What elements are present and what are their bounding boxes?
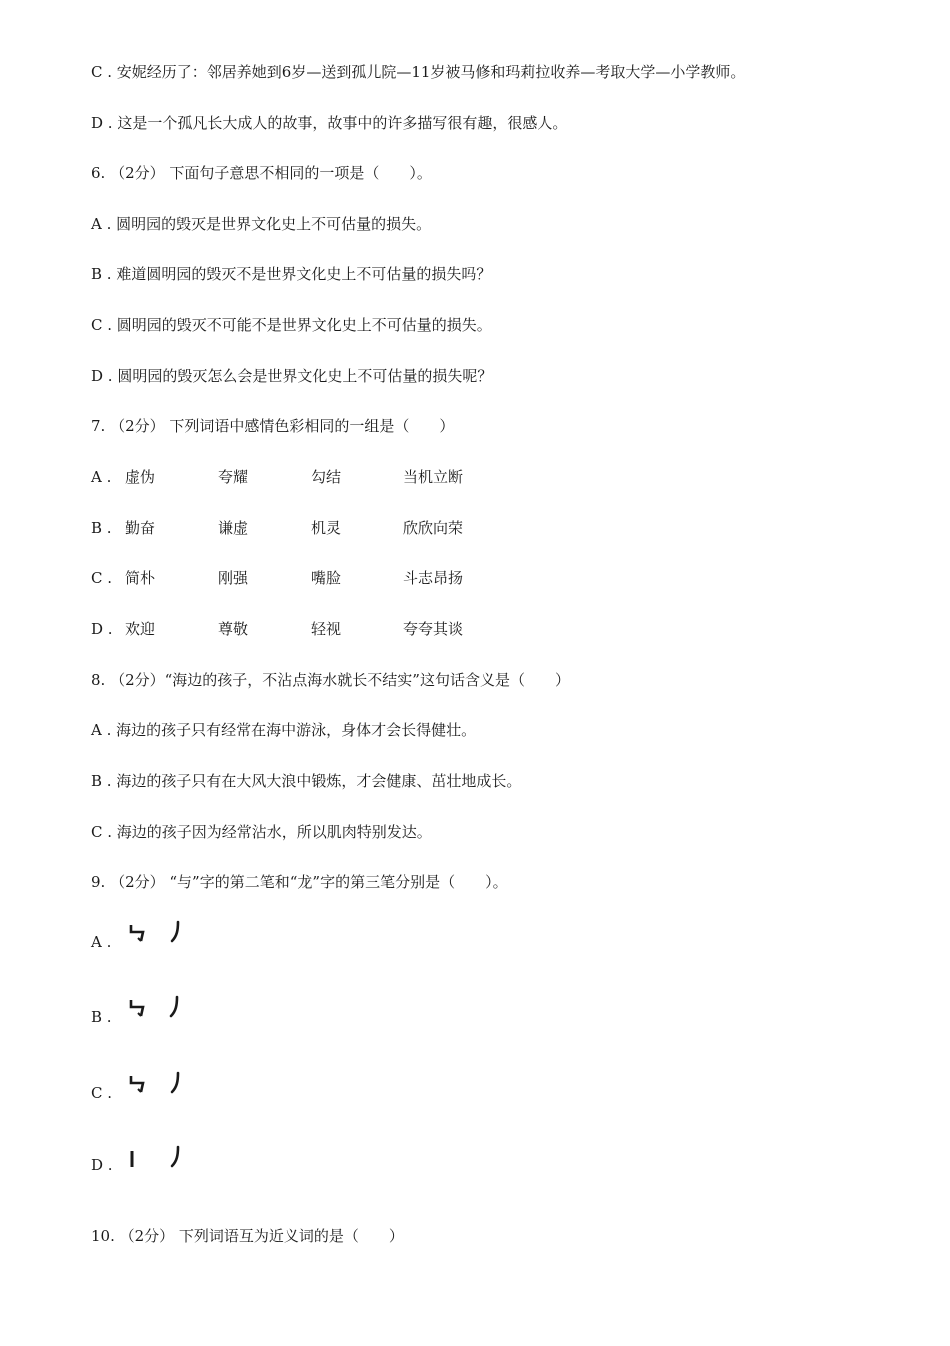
stroke-shu-zhe-zhe-gou-icon xyxy=(128,997,150,1019)
q6-option-a: A . 圆明园的毁灭是世界文化史上不可估量的损失。 xyxy=(91,215,432,233)
q6-option-d: D . 圆明园的毁灭怎么会是世界文化史上不可估量的损失呢？ xyxy=(91,367,493,385)
option-label: B . xyxy=(91,1008,112,1026)
word: 勾结 xyxy=(311,468,342,486)
option-label: B . xyxy=(91,519,112,537)
word: 机灵 xyxy=(311,519,342,537)
option-label: C . xyxy=(91,569,113,587)
stroke-pie-icon xyxy=(169,920,185,946)
q6-option-c: C . 圆明园的毁灭不可能不是世界文化史上不可估量的损失。 xyxy=(91,316,492,334)
q9-option-c xyxy=(91,1069,211,1109)
word: 欣欣向荣 xyxy=(403,519,464,537)
stroke-pie-icon xyxy=(169,1071,185,1097)
stroke-shu-icon xyxy=(127,1149,137,1171)
q8-option-a: A . 海边的孩子只有经常在海中游泳，身体才会长得健壮。 xyxy=(91,721,477,739)
word: 虚伪 xyxy=(125,468,156,486)
word: 尊敬 xyxy=(218,620,249,638)
word: 刚强 xyxy=(218,569,249,587)
q7-option-a xyxy=(91,467,591,487)
q8-stem: 8. （2分）“海边的孩子，不沾点海水就长不结实”这句话含义是（ ） xyxy=(91,671,570,689)
q9-option-a xyxy=(91,918,211,958)
word: 夸夸其谈 xyxy=(403,620,464,638)
q9-stem: 9. （2分） “与”字的第二笔和“龙”字的第三笔分别是（ ）。 xyxy=(91,873,508,891)
q7-option-b xyxy=(91,518,591,538)
q8-option-b: B . 海边的孩子只有在大风大浪中锻炼，才会健康、茁壮地成长。 xyxy=(91,772,522,790)
q5-option-d: D . 这是一个孤凡长大成人的故事，故事中的许多描写很有趣，很感人。 xyxy=(91,114,568,132)
word: 谦虚 xyxy=(218,519,249,537)
q9-option-b xyxy=(91,993,211,1033)
q9-option-d xyxy=(91,1141,211,1181)
word: 欢迎 xyxy=(125,620,156,638)
stroke-shu-zhe-zhe-gou-icon xyxy=(128,922,150,944)
word: 斗志昂扬 xyxy=(403,569,464,587)
option-label: D . xyxy=(91,620,113,638)
stroke-shu-zhe-zhe-gou-icon xyxy=(128,1073,150,1095)
word: 夸耀 xyxy=(218,468,249,486)
option-label: C . xyxy=(91,1084,113,1102)
q5-option-c: C . 安妮经历了：邻居养她到6岁—送到孤儿院—11岁被马修和玛莉拉收养—考取大学—小学教师。 xyxy=(91,63,746,81)
q7-option-d xyxy=(91,619,591,639)
stroke-pie-icon xyxy=(169,1145,185,1171)
stroke-pie-icon xyxy=(168,995,184,1021)
option-label: A . xyxy=(91,933,112,951)
q7-stem: 7. （2分） 下列词语中感情色彩相同的一组是（ ） xyxy=(91,417,455,435)
q8-option-c: C . 海边的孩子因为经常沾水，所以肌肉特别发达。 xyxy=(91,823,432,841)
q10-stem: 10. （2分） 下列词语互为近义词的是（ ） xyxy=(91,1227,404,1245)
q6-option-b: B . 难道圆明园的毁灭不是世界文化史上不可估量的损失吗？ xyxy=(91,265,492,283)
word: 当机立断 xyxy=(403,468,464,486)
q7-option-c xyxy=(91,568,591,588)
option-label: D . xyxy=(91,1156,113,1174)
word: 勤奋 xyxy=(125,519,156,537)
option-label: A . xyxy=(91,468,112,486)
word: 简朴 xyxy=(125,569,156,587)
word: 嘴脸 xyxy=(311,569,342,587)
q6-stem: 6. （2分） 下面句子意思不相同的一项是（ ）。 xyxy=(91,164,432,182)
word: 轻视 xyxy=(311,620,342,638)
